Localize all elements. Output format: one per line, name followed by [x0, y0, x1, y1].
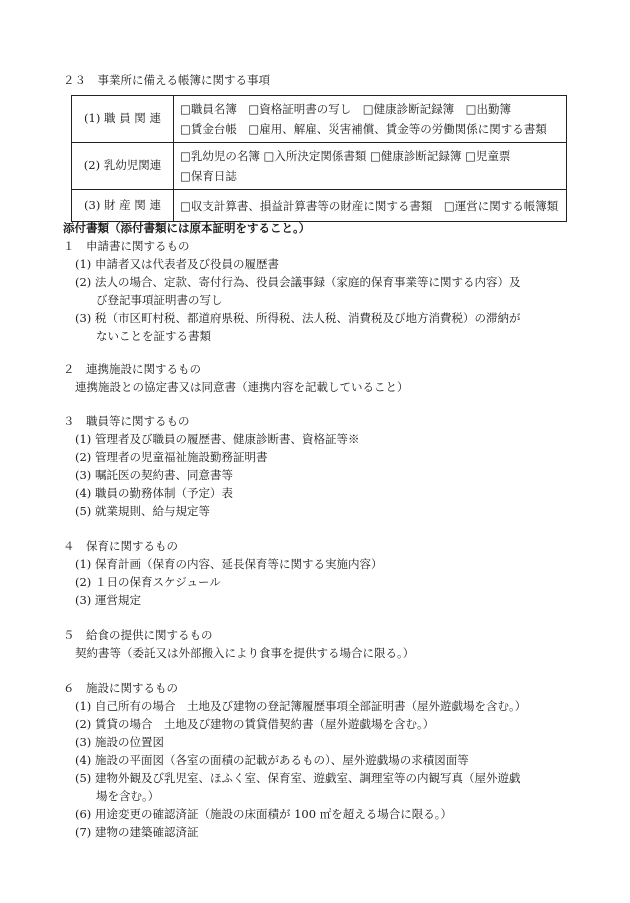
list-item: 場を含む。） — [96, 789, 160, 803]
section-1-title: １ 申請書に関するもの — [63, 239, 190, 253]
row-items-staff — [174, 96, 567, 143]
item-line: □乳幼児の名簿 □入所決定関係書類 □健康診断記録簿 □児童票 — [180, 149, 511, 163]
ledger-table — [71, 95, 567, 222]
section-5-title: ５ 給食の提供に関するもの — [63, 628, 213, 642]
item-line: □収支計算書、損益計算書等の財産に関する書類 □運営に関する帳簿類 — [180, 198, 559, 213]
section-2-title: ２ 連携施設に関するもの — [63, 362, 201, 376]
list-item: (2) １日の保育スケジュール — [75, 575, 221, 589]
list-item: (3) 運営規定 — [75, 593, 141, 607]
row-items-infant — [174, 143, 567, 190]
list-item: (5) 就業規則、給与規定等 — [75, 504, 210, 518]
section-6-title: ６ 施設に関するもの — [63, 681, 178, 695]
section-3-title: ３ 職員等に関するもの — [63, 414, 190, 428]
row-label-infant: (2) 乳幼児関連 — [72, 143, 174, 190]
item-line: □賃金台帳 □雇用、解雇、災害補償、賃金等の労働関係に関する書類 — [180, 122, 547, 136]
list-item: (2) 賃貸の場合 土地及び建物の賃貸借契約書（屋外遊戯場を含む。） — [75, 717, 435, 731]
section-23-heading: ２３ 事業所に備える帳簿に関する事項 — [63, 73, 270, 87]
attachments-heading: 添付書類（添付書類には原本証明をすること。） — [63, 221, 311, 235]
row-items-property — [174, 190, 567, 222]
list-item: ないことを証する書類 — [96, 329, 211, 343]
list-item: (4) 職員の勤務体制（予定）表 — [75, 486, 233, 500]
list-item: (6) 用途変更の確認済証（施設の床面積が 100 ㎡を超える場合に限る。） — [75, 807, 452, 821]
row-label-property: (3) 財 産 関 連 — [72, 190, 174, 222]
list-item: び登記事項証明書の写し — [96, 293, 223, 307]
item-line: □保育日誌 — [180, 169, 237, 183]
list-item: (3) 税（市区町村税、都道府県税、所得税、法人税、消費税及び地方消費税）の滞納が — [75, 311, 521, 325]
list-item: (5) 建物外観及び乳児室、ほふく室、保育室、遊戯室、調理室等の内観写真（屋外遊戯 — [75, 771, 521, 785]
table-row — [72, 96, 567, 143]
list-item: (2) 法人の場合、定款、寄付行為、役員会議事録（家庭的保育事業等に関する内容）及 — [75, 275, 521, 289]
section-4-title: ４ 保育に関するもの — [63, 539, 178, 553]
list-item: (1) 自己所有の場合 土地及び建物の登記簿履歴事項全部証明書（屋外遊戯場を含む。） — [75, 699, 527, 713]
list-item: (1) 保育計画（保育の内容、延長保育等に関する実施内容） — [75, 557, 383, 571]
list-item: (3) 施設の位置図 — [75, 735, 164, 749]
list-item: (3) 嘱託医の契約書、同意書等 — [75, 468, 233, 482]
table-row — [72, 190, 567, 222]
list-item: 連携施設との協定書又は同意書（連携内容を記載していること） — [75, 380, 409, 394]
row-label-staff: (1) 職 員 関 連 — [72, 96, 174, 143]
list-item: (1) 申請者又は代表者及び役員の履歴書 — [75, 257, 279, 271]
item-line: □職員名簿 □資格証明書の写し □健康診断記録簿 □出勤簿 — [180, 102, 511, 116]
list-item: 契約書等（委託又は外部搬入により食事を提供する場合に限る。） — [75, 646, 415, 660]
list-item: (1) 管理者及び職員の履歴書、健康診断書、資格証等※ — [75, 432, 360, 446]
list-item: (2) 管理者の児童福祉施設勤務証明書 — [75, 450, 268, 464]
table-row — [72, 143, 567, 190]
list-item: (7) 建物の建築確認済証 — [75, 825, 199, 839]
list-item: (4) 施設の平面図（各室の面積の記載があるもの）、屋外遊戯場の求積図面等 — [75, 753, 469, 767]
